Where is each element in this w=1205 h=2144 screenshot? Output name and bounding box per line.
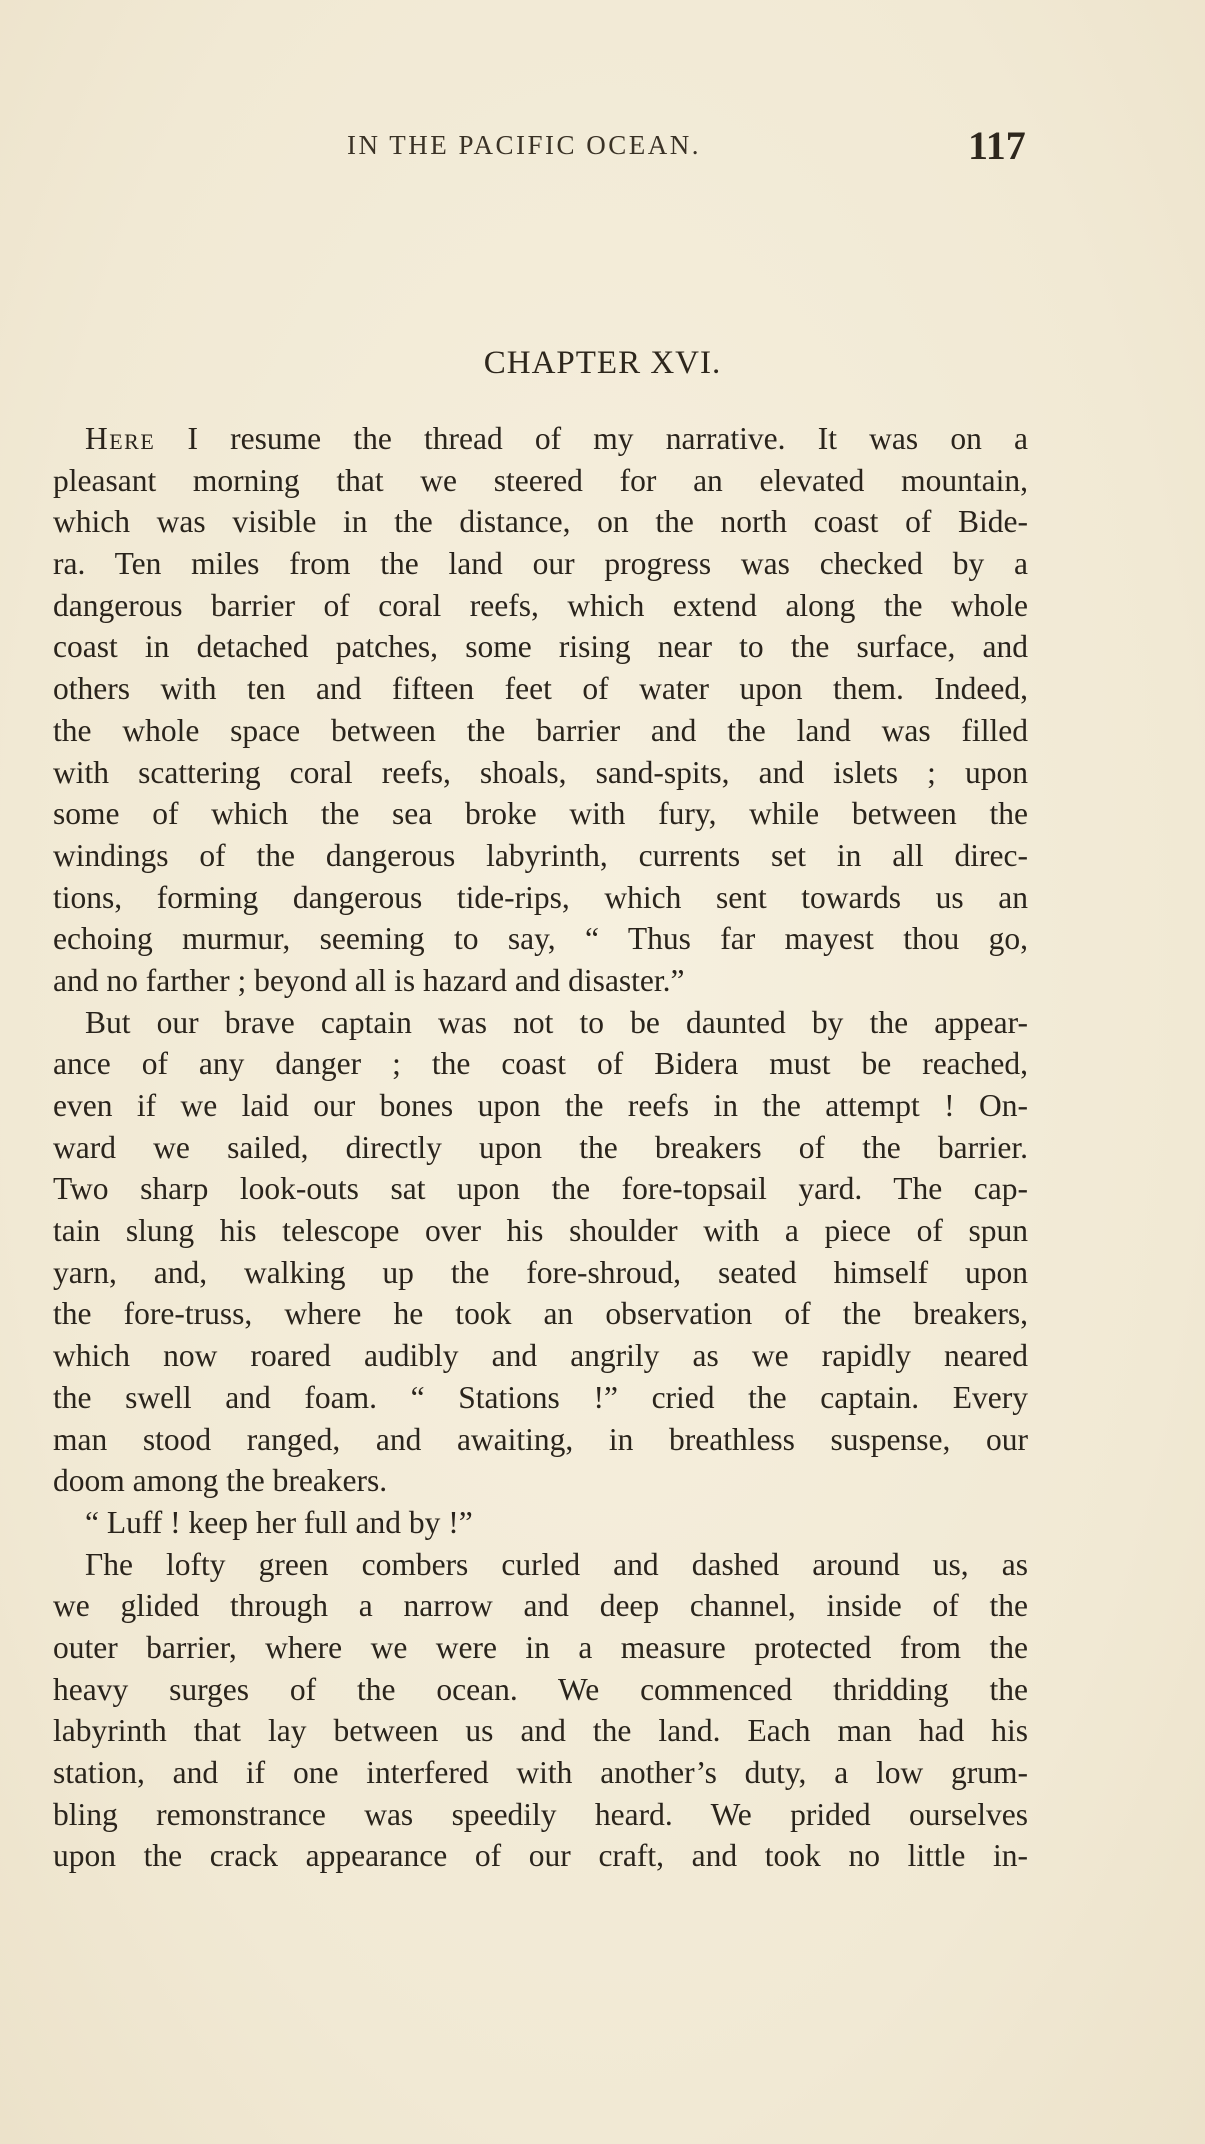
running-title: IN THE PACIFIC OCEAN. [347, 130, 702, 160]
text-line: labyrinth that lay between us and the land. Each man had his [53, 1713, 1028, 1749]
text-line: station, and if one interfered with another’s duty, a low grum- [53, 1755, 1028, 1790]
text-line: the fore-truss, where he took an observation of the breakers, [53, 1296, 1028, 1332]
running-head [0, 122, 1205, 172]
text-line: ra. Ten miles from the land our progress was checked by a [53, 546, 1028, 582]
text-line: bling remonstrance was speedily heard. We prided ourselves [53, 1796, 1028, 1832]
chapter-title: CHAPTER XVI. [483, 345, 722, 381]
text-line: Here I resume the thread of my narrative. It was on a [85, 421, 1028, 456]
text-line: coast in detached patches, some rising near to the surface, and [53, 629, 1028, 665]
paragraph-lead-word: Here [85, 421, 156, 456]
text-line: man stood ranged, and awaiting, in breathless suspense, our [53, 1421, 1028, 1457]
text-line: even if we laid our bones upon the reefs in the attempt ! On- [53, 1088, 1028, 1123]
text-line: we glided through a narrow and deep channel, inside of the [53, 1588, 1028, 1624]
text-line: which now roared audibly and angrily as we rapidly neared [53, 1338, 1028, 1374]
text-line: heavy surges of the ocean. We commenced thridding the [53, 1671, 1028, 1707]
text-line: doom among the breakers. [53, 1463, 388, 1499]
text-line: others with ten and fifteen feet of water upon them. Indeed, [53, 671, 1028, 707]
page-number: 117 [968, 123, 1026, 168]
text-line: the swell and foam. “ Stations !” cried the captain. Every [53, 1379, 1028, 1415]
text-line: the whole space between the barrier and the land was filled [53, 712, 1028, 748]
text-line: upon the crack appearance of our craft, and took no little in- [53, 1838, 1028, 1874]
text-line: some of which the sea broke with fury, while between the [53, 796, 1028, 832]
text-line: tain slung his telescope over his shoulder with a piece of spun [53, 1213, 1028, 1249]
text-line: tions, forming dangerous tide-rips, which sent towards us an [53, 879, 1028, 915]
text-line: But our brave captain was not to be daunted by the appear- [85, 1004, 1028, 1040]
text-line: pleasant morning that we steered for an elevated mountain, [53, 462, 1028, 498]
paragraph [53, 418, 1028, 1002]
text-line: Two sharp look-outs sat upon the fore-topsail yard. The cap- [53, 1171, 1028, 1207]
text-line: ward we sailed, directly upon the breakers of the barrier. [53, 1129, 1028, 1165]
text-line: “ Luff ! keep her full and by !” [85, 1504, 473, 1540]
text-line: and no farther ; beyond all is hazard and disaster.” [53, 962, 685, 998]
text-line: with scattering coral reefs, shoals, sand-spits, and islets ; upon [53, 754, 1028, 790]
text-line: outer barrier, where we were in a measure protected from the [53, 1629, 1028, 1665]
paragraph [53, 1002, 1028, 1502]
text-line: Γhe lofty green combers curled and dashed around us, as [85, 1546, 1028, 1582]
text-line: dangerous barrier of coral reefs, which extend along the whole [53, 587, 1028, 623]
text-line: yarn, and, walking up the fore-shroud, seated himself upon [53, 1254, 1028, 1290]
text-line: windings of the dangerous labyrinth, currents set in all direc- [53, 837, 1028, 873]
paragraph [53, 1502, 1028, 1544]
text-line: ance of any danger ; the coast of Bidera must be reached, [53, 1046, 1028, 1082]
text-line: echoing murmur, seeming to say, “ Thus far mayest thou go, [53, 921, 1028, 957]
body-text [53, 418, 1028, 1877]
paragraph [53, 1544, 1028, 1878]
text-line: which was visible in the distance, on the north coast of Bide- [53, 504, 1028, 540]
